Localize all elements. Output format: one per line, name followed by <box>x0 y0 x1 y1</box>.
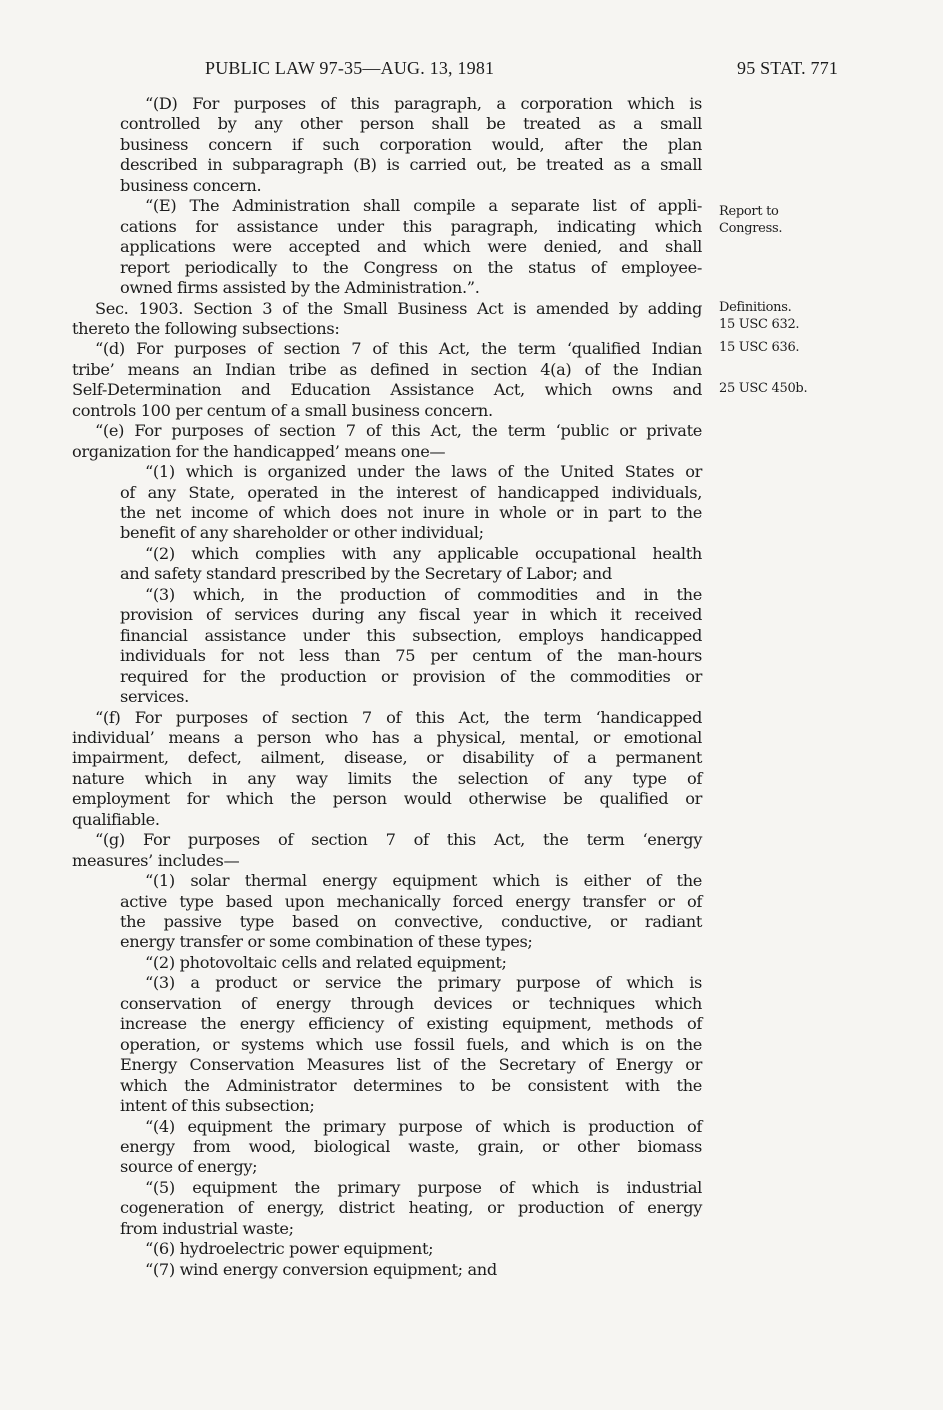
text-line: “(2) photovoltaic cells and related equipment; <box>145 952 507 972</box>
text-line: “(f) For purposes of section 7 of this Act, the term ‘handicapped <box>95 707 702 727</box>
text-line: thereto the following subsections: <box>72 318 340 338</box>
text-line: energy transfer or some combination of these types; <box>120 932 533 952</box>
text-line: “(3) a product or service the primary purpose of which is <box>145 973 702 993</box>
text-line: “(1) solar thermal energy equipment which is either of the <box>145 871 702 891</box>
text-line: services. <box>120 687 189 707</box>
margin-note: 15 USC 636. <box>719 340 800 355</box>
margin-note: 15 USC 632. <box>719 317 800 332</box>
text-line: applications were accepted and which were denied, and shall <box>120 237 702 257</box>
text-line: “(e) For purposes of section 7 of this Act, the term ‘public or private <box>95 421 702 441</box>
text-line: operation, or systems which use fossil fuels, and which is on the <box>120 1034 702 1054</box>
text-line: “(g) For purposes of section 7 of this Act, the term ‘energy <box>95 830 702 850</box>
margin-note: Definitions. <box>719 300 792 315</box>
text-line: individual’ means a person who has a physical, mental, or emotional <box>72 727 702 747</box>
text-line: organization for the handicapped’ means one— <box>72 441 446 461</box>
text-line: benefit of any shareholder or other individual; <box>120 523 484 543</box>
text-line: “(1) which is organized under the laws of the United States or <box>145 462 702 482</box>
text-line: “(4) equipment the primary purpose of which is production of <box>145 1116 702 1136</box>
text-line: “(6) hydroelectric power equipment; <box>145 1239 434 1259</box>
margin-note: 25 USC 450b. <box>719 381 808 396</box>
text-line: described in subparagraph (B) is carried out, be treated as a small <box>120 155 702 175</box>
text-line: financial assistance under this subsection, employs handicapped <box>120 625 702 645</box>
text-line: business concern if such corporation would, after the plan <box>120 134 702 154</box>
text-line: Sec. 1903. Section 3 of the Small Business Act is amended by adding <box>95 298 702 318</box>
text-line: cations for assistance under this paragraph, indicating which <box>120 216 702 236</box>
text-line: “(5) equipment the primary purpose of which is industrial <box>145 1177 702 1197</box>
text-line: qualifiable. <box>72 809 160 829</box>
text-line: energy from wood, biological waste, grain, or other biomass <box>120 1136 702 1156</box>
text-line: tribe’ means an Indian tribe as defined in section 4(a) of the Indian <box>72 359 702 379</box>
text-line: the passive type based on convective, conductive, or radiant <box>120 912 702 931</box>
text-line: increase the energy efficiency of existing equipment, methods of <box>120 1014 702 1034</box>
text-line: business concern. <box>120 175 262 195</box>
text-line: the net income of which does not inure in whole or in part to the <box>120 503 702 522</box>
text-line: conservation of energy through devices or techniques which <box>120 993 702 1013</box>
text-line: controls 100 per centum of a small business concern. <box>72 400 493 420</box>
margin-note: Congress. <box>719 221 783 236</box>
text-line: of any State, operated in the interest of handicapped individuals, <box>120 482 702 502</box>
text-line: owned firms assisted by the Administration.”. <box>120 278 480 298</box>
page-number: 95 STAT. 771 <box>737 58 839 78</box>
text-line: “(D) For purposes of this paragraph, a corporation which is <box>145 94 702 113</box>
text-line: “(3) which, in the production of commodities and in the <box>145 584 702 604</box>
text-line: measures’ includes— <box>72 850 240 870</box>
text-line: and safety standard prescribed by the Secretary of Labor; and <box>120 564 612 584</box>
text-line: employment for which the person would otherwise be qualified or <box>72 789 702 809</box>
text-line: which the Administrator determines to be consistent with the <box>120 1075 702 1095</box>
margin-note: Report to <box>719 204 779 219</box>
running-header: PUBLIC LAW 97-35—AUG. 13, 1981 <box>205 58 495 78</box>
text-line: individuals for not less than 75 per centum of the man-hours <box>120 646 702 666</box>
text-line: provision of services during any fiscal year in which it received <box>120 605 702 625</box>
text-line: report periodically to the Congress on the status of employee- <box>120 257 702 277</box>
text-line: Self-Determination and Education Assistance Act, which owns and <box>72 380 702 400</box>
text-line: from industrial waste; <box>120 1218 294 1238</box>
text-line: active type based upon mechanically forced energy transfer or of <box>120 891 702 911</box>
text-line: “(E) The Administration shall compile a separate list of appli- <box>145 196 702 216</box>
text-line: source of energy; <box>120 1157 258 1177</box>
text-line: intent of this subsection; <box>120 1096 315 1116</box>
text-line: controlled by any other person shall be treated as a small <box>120 114 702 134</box>
text-line: Energy Conservation Measures list of the Secretary of Energy or <box>120 1055 702 1075</box>
text-line: “(7) wind energy conversion equipment; and <box>145 1259 497 1279</box>
text-line: nature which in any way limits the selection of any type of <box>72 768 702 788</box>
text-line: “(d) For purposes of section 7 of this Act, the term ‘qualified Indian <box>95 339 702 359</box>
text-line: cogeneration of energy, district heating, or production of energy <box>120 1198 702 1218</box>
text-line: “(2) which complies with any applicable occupational health <box>145 543 702 563</box>
text-line: required for the production or provision of the commodities or <box>120 666 702 686</box>
text-line: impairment, defect, ailment, disease, or disability of a permanent <box>72 748 702 768</box>
